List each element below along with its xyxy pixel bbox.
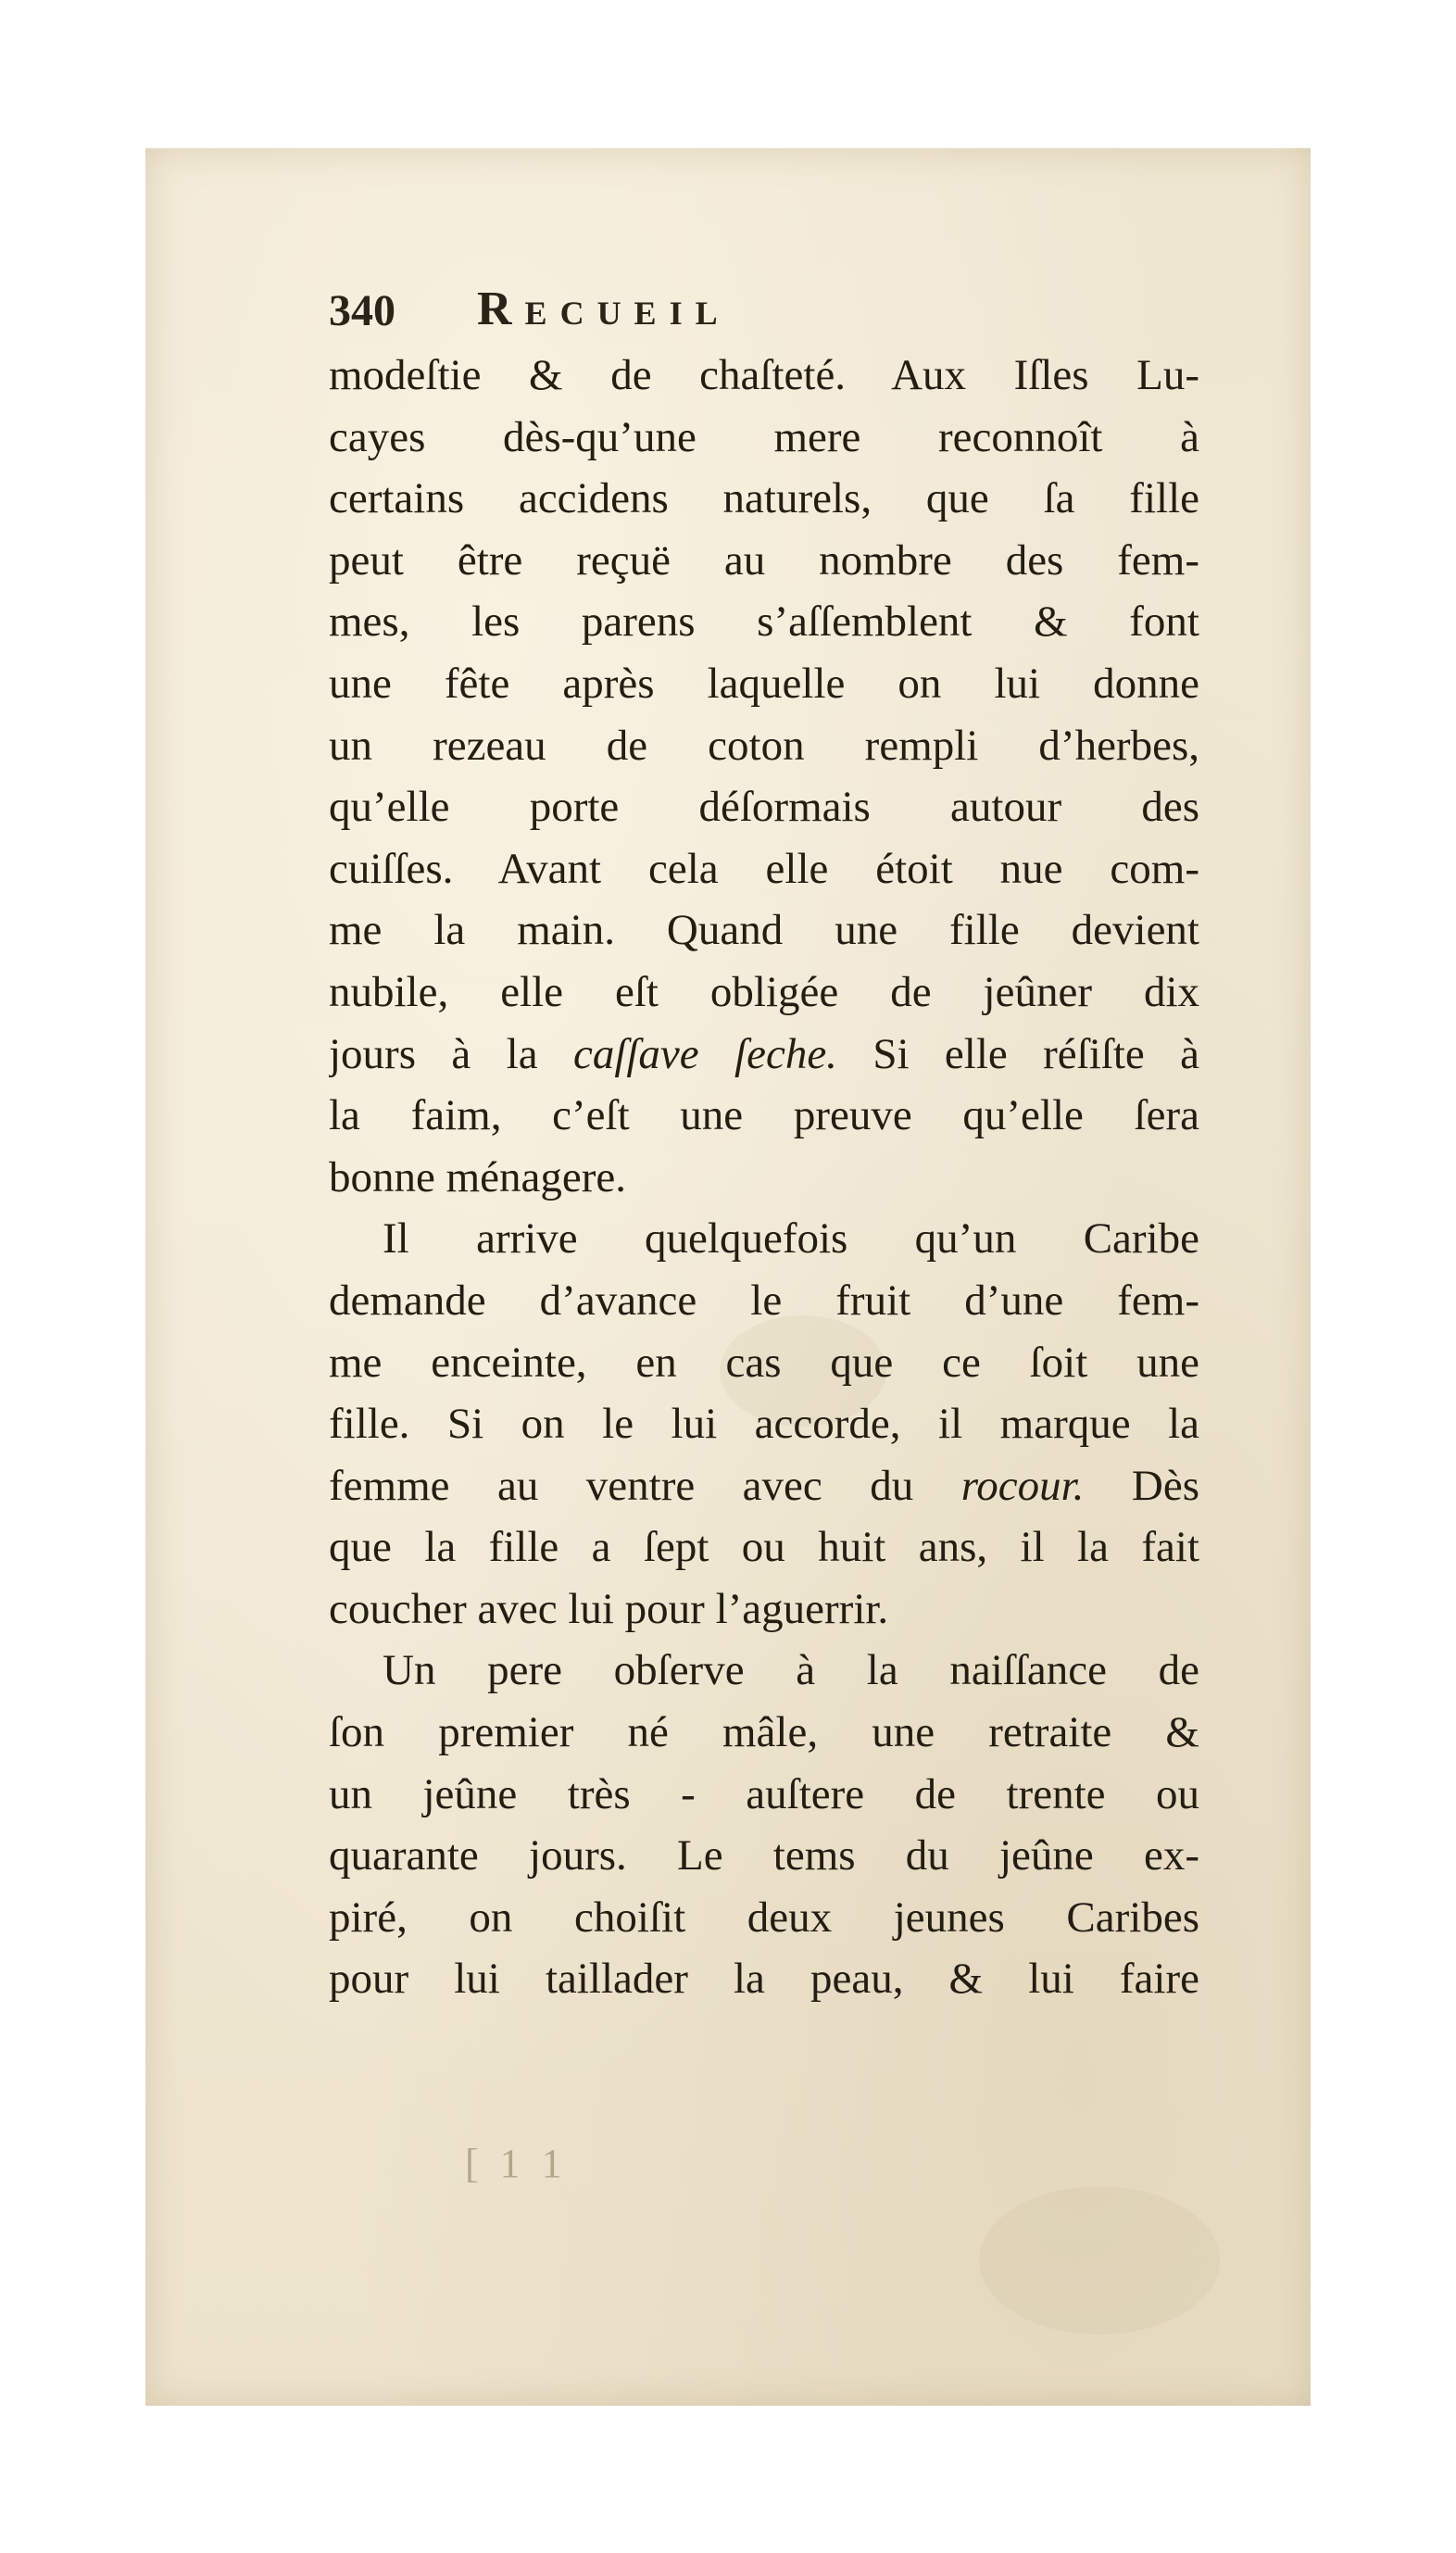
text-line: la faim, c’eſt une preuve qu’elle ſera <box>329 1091 1199 1140</box>
text-line: ſon premier né mâle, une retraite & <box>329 1708 1199 1757</box>
text-line: cayes dès-qu’une mere reconnoît à <box>329 412 1199 461</box>
text-line: certains accidens naturels, que ſa fille <box>329 474 1199 523</box>
text-line: qu’elle porte déſormais autour des <box>329 783 1199 832</box>
text-line: un rezeau de coton rempli d’herbes, <box>329 721 1199 770</box>
text-line: que la fille a ſept ou huit ans, il la fait <box>329 1523 1199 1572</box>
text-line: pour lui taillader la peau, & lui faire <box>329 1955 1199 2004</box>
text-line: peut être reçuë au nombre des fem- <box>329 535 1199 585</box>
text-line: me enceinte, en cas que ce ſoit une <box>329 1338 1199 1387</box>
running-head: Recueil <box>477 283 731 335</box>
text-line: cuiſſes. Avant cela elle étoit nue com- <box>329 844 1199 893</box>
text-line: modeſtie & de chaſteté. Aux Iſles Lu- <box>329 351 1199 399</box>
text-line: mes, les parens s’aſſemblent & font <box>329 597 1199 647</box>
text-line: un jeûne très - auſtere de trente ou <box>329 1769 1199 1818</box>
text-line: jours à la caſſave ſeche. Si elle réſiſte à <box>329 1029 1199 1078</box>
paragraph-first-line: Un pere obſerve à la naiſſance de <box>383 1646 1199 1695</box>
page-scan <box>145 148 1311 2406</box>
text-line: me la main. Quand une fille devient <box>329 906 1199 955</box>
paper-stain <box>979 2186 1220 2334</box>
text-line: piré, on choiſit deux jeunes Caribes <box>329 1893 1199 1942</box>
paragraph-first-line: Il arrive quelquefois qu’un Caribe <box>383 1214 1199 1264</box>
text-line: coucher avec lui pour l’aguerrir. <box>329 1584 889 1633</box>
faint-catch-mark: [ 1 1 <box>465 2141 568 2186</box>
text-line: femme au ventre avec du rocour. Dès <box>329 1461 1199 1510</box>
text-line: demande d’avance le fruit d’une fem- <box>329 1276 1199 1325</box>
body-text <box>329 345 1199 2010</box>
italic-term: rocour. <box>960 1461 1085 1510</box>
text-line: nubile, elle eſt obligée de jeûner dix <box>329 967 1199 1016</box>
italic-term: caſſave ſeche. <box>572 1029 837 1078</box>
text-line: fille. Si on le lui accorde, il marque la <box>329 1400 1199 1449</box>
text-line: quarante jours. Le tems du jeûne ex- <box>329 1831 1199 1880</box>
text-line: une fête après laquelle on lui donne <box>329 659 1199 708</box>
text-line: bonne ménagere. <box>329 1152 627 1201</box>
page-number: 340 <box>329 286 395 335</box>
